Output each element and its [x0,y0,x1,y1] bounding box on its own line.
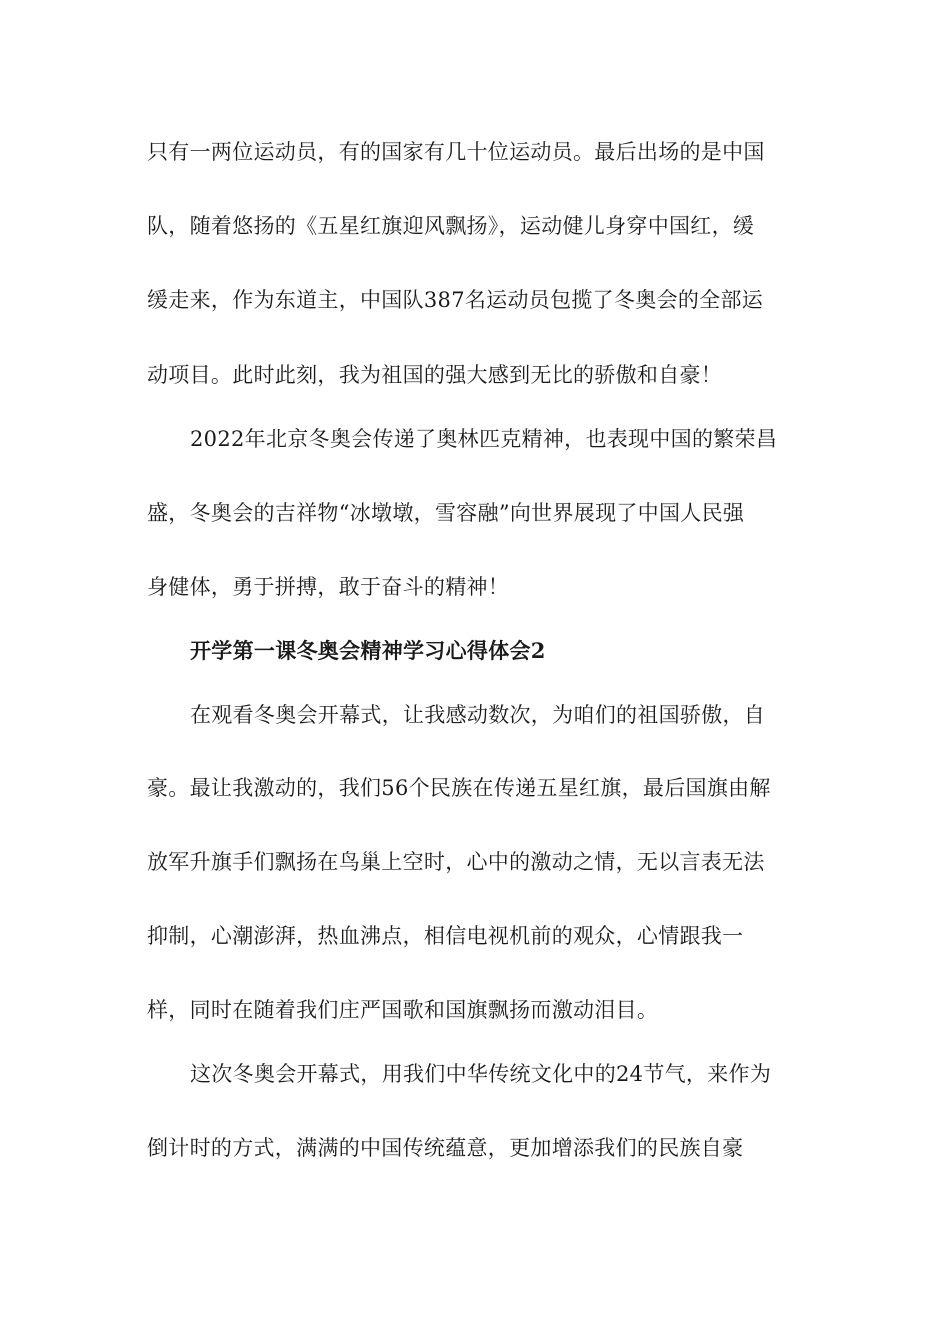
text-line: 抑制，心潮澎湃，热血沸点，相信电视机前的观众，心情跟我一 [147,924,744,948]
text-line: 盛，冬奥会的吉祥物“冰墩墩，雪容融”向世界展现了中国人民强 [147,501,745,525]
text-line: 豪。最让我激动的，我们56个民族在传递五星红旗，最后国旗由解 [147,776,771,800]
paragraph-first-line: 2022年北京冬奥会传递了奥林匹克精神，也表现中国的繁荣昌 [190,427,778,451]
paragraph-first-line: 这次冬奥会开幕式，用我们中华传统文化中的24节气，来作为 [190,1062,772,1086]
text-line: 样，同时在随着我们庄严国歌和国旗飘扬而激动泪目。 [147,998,659,1022]
text-line: 放军升旗手们飘扬在鸟巢上空时，心中的激动之情，无以言表无法 [147,850,765,874]
text-line: 倒计时的方式，满满的中国传统蕴意，更加增添我们的民族自豪 [147,1136,744,1160]
section-heading: 开学第一课冬奥会精神学习心得体会2 [190,638,546,663]
text-line: 只有一两位运动员，有的国家有几十位运动员。最后出场的是中国 [147,140,765,164]
text-line: 动项目。此时此刻，我为祖国的强大感到无比的骄傲和自豪！ [147,363,723,387]
text-line: 队，随着悠扬的《五星红旗迎风飘扬》，运动健儿身穿中国红，缓 [147,214,755,238]
text-line: 缓走来，作为东道主，中国队387名运动员包揽了冬奥会的全部运 [147,288,764,312]
paragraph-first-line: 在观看冬奥会开幕式，让我感动数次，为咱们的祖国骄傲，自 [190,703,766,727]
text-line: 身健体，勇于拼搏，敢于奋斗的精神！ [147,575,510,599]
